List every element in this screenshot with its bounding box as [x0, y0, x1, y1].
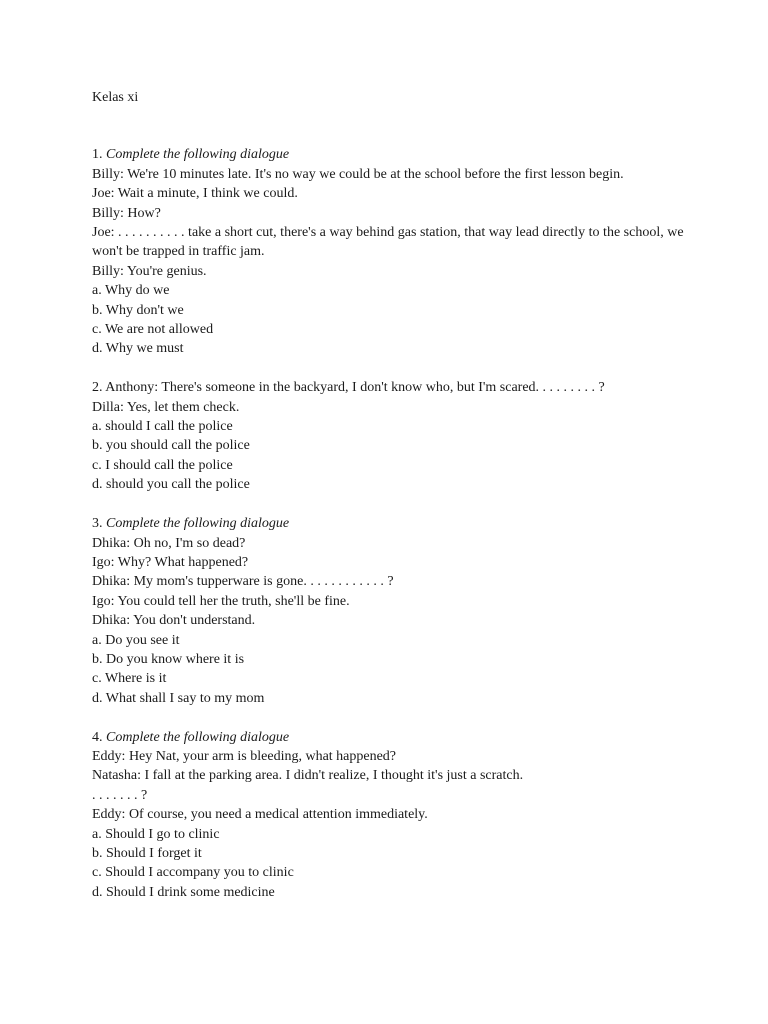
answer-option-c: c. We are not allowed — [92, 322, 214, 338]
answer-option-a: a. Should I go to clinic — [92, 826, 220, 842]
question-number: 1. — [92, 147, 103, 163]
question-heading — [92, 514, 692, 533]
question-number: 4. — [92, 729, 103, 745]
page-title: Kelas xi — [92, 90, 139, 105]
question-number: 2. — [92, 380, 103, 396]
dialogue-line: Dhika: You don't understand. — [92, 613, 256, 629]
dialogue-line: Joe: Wait a minute, I think we could. — [92, 186, 298, 202]
answer-option-a: a. Why do we — [92, 283, 170, 299]
dialogue-line: Dhika: Oh no, I'm so dead? — [92, 535, 246, 551]
question-heading — [92, 145, 692, 164]
dialogue-line: Natasha: I fall at the parking area. I didn't realize, I thought it's just a scratch. — [92, 768, 524, 784]
dialogue-line: . . . . . . . ? — [92, 787, 148, 803]
question-1 — [92, 145, 692, 358]
question-heading — [92, 728, 692, 747]
question-instruction: Complete the following dialogue — [106, 516, 290, 532]
answer-option-c: c. I should call the police — [92, 457, 233, 473]
document-page — [92, 88, 692, 922]
answer-option-b: b. Why don't we — [92, 302, 184, 318]
answer-option-b: b. Do you know where it is — [92, 651, 245, 667]
answer-option-b: b. you should call the police — [92, 438, 250, 454]
answer-option-c: c. Should I accompany you to clinic — [92, 865, 294, 881]
answer-option-c: c. Where is it — [92, 671, 167, 687]
answer-option-d: d. Should I drink some medicine — [92, 884, 275, 900]
dialogue-line: Eddy: Hey Nat, your arm is bleeding, what happened? — [92, 748, 397, 764]
question-instruction: Complete the following dialogue — [106, 147, 290, 163]
dialogue-line: Joe: . . . . . . . . . . take a short cut, there's a way behind gas station, that way lead directly to the school, we won't be trapped in traffic jam. — [92, 225, 684, 260]
dialogue-line: Eddy: Of course, you need a medical attention immediately. — [92, 807, 428, 823]
dialogue-line: Dhika: My mom's tupperware is gone. . . . . . . . . . . . ? — [92, 574, 394, 590]
dialogue-line: Billy: We're 10 minutes late. It's no way we could be at the school before the first lesson begin. — [92, 166, 624, 182]
answer-option-a: a. should I call the police — [92, 419, 233, 435]
answer-option-d: d. should you call the police — [92, 477, 250, 493]
answer-option-a: a. Do you see it — [92, 632, 180, 648]
question-4 — [92, 728, 692, 903]
question-heading — [92, 378, 692, 397]
dialogue-line: Billy: You're genius. — [92, 263, 207, 279]
answer-option-d: d. What shall I say to my mom — [92, 690, 265, 706]
dialogue-line: Dilla: Yes, let them check. — [92, 399, 240, 415]
question-3 — [92, 514, 692, 708]
question-2 — [92, 378, 692, 494]
dialogue-line: Billy: How? — [92, 205, 161, 221]
question-number: 3. — [92, 516, 103, 532]
dialogue-line: Igo: Why? What happened? — [92, 554, 249, 570]
question-instruction: Complete the following dialogue — [106, 729, 290, 745]
answer-option-d: d. Why we must — [92, 341, 184, 357]
answer-option-b: b. Should I forget it — [92, 845, 202, 861]
dialogue-line: Igo: You could tell her the truth, she'll be fine. — [92, 593, 350, 609]
dialogue-line: Anthony: There's someone in the backyard, I don't know who, but I'm scared. . . . . . . . . ? — [105, 380, 605, 396]
